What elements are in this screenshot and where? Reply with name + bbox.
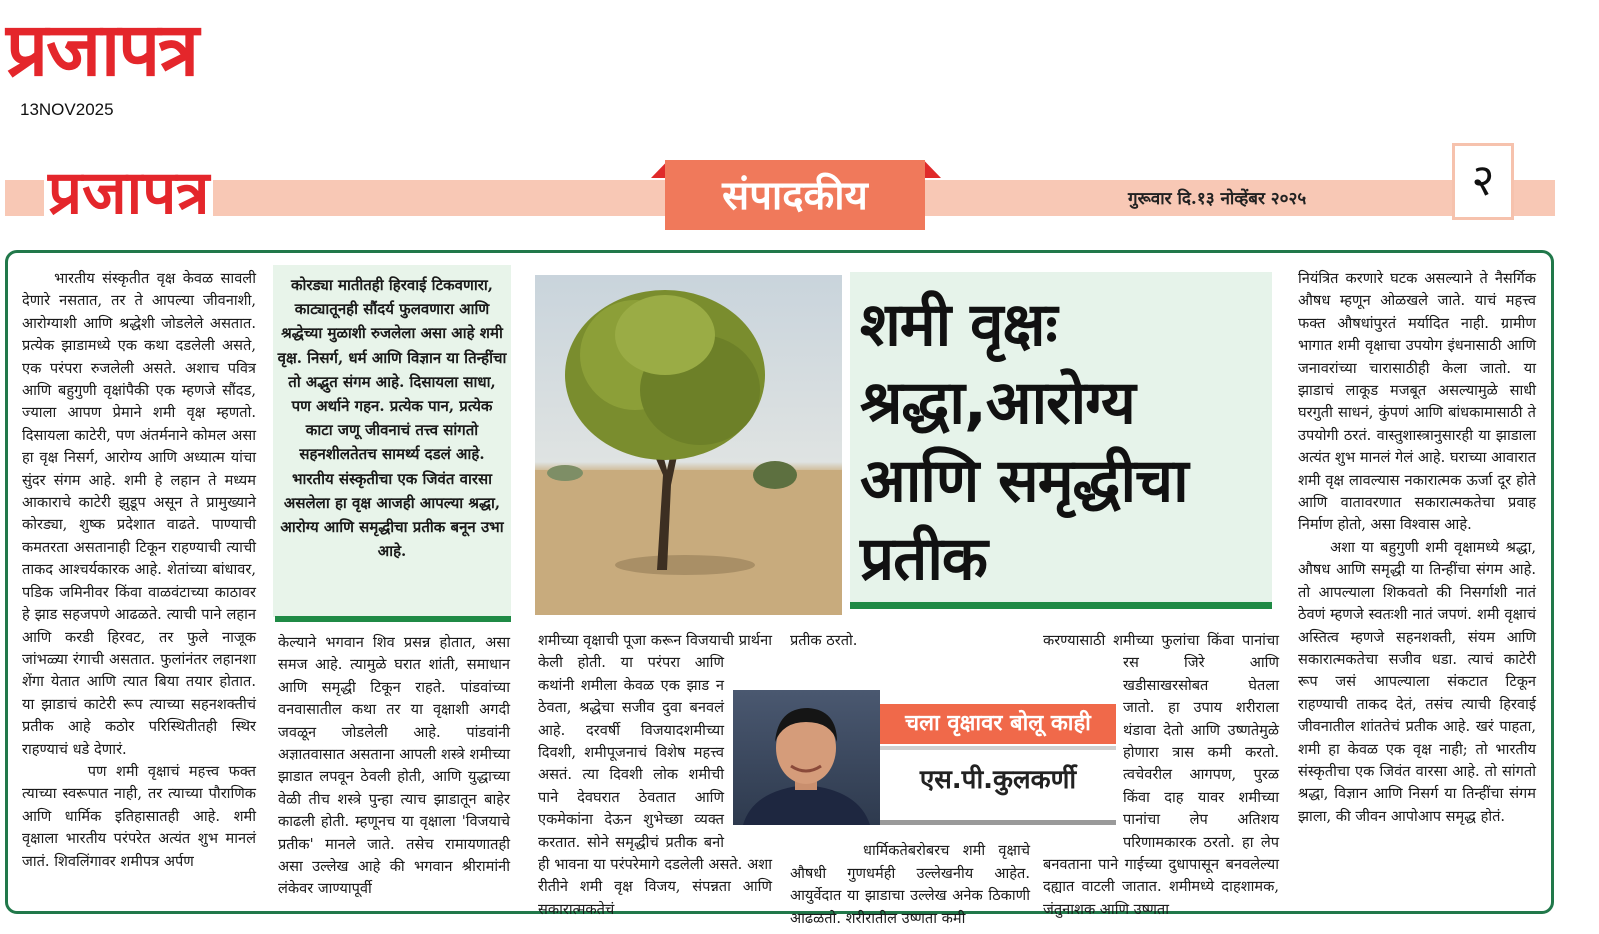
divider bbox=[880, 746, 1116, 750]
paragraph: पण शमी वृक्षाचं महत्त्व फक्त त्याच्या स्वरूपात नाही, तर त्याच्या पौराणिक आणि धार्मिक इतिहासातही आहे. शमी वृक्षाला भारतीय परंपरेत अत्यंत शुभ मानलं जातं. शिवलिंगावर शमीपत्र अर्पण bbox=[22, 762, 256, 870]
headline-line: शमी वृक्षः bbox=[860, 290, 1057, 360]
paragraph: नियंत्रित करणारे घटक असल्याने ते नैसर्गिक औषध म्हणून ओळखले जाते. याचं महत्त्व फक्त औषधांपुरतं मर्यादित नाही. ग्रामीण भागात शमी वृक्षाचा उपयोग इंधनासाठी आणि जनावरांच्या चारासाठीही केला जातो. या झाडाचं लाकूड मजबूत असल्यामुळे साधी घरगुती साधनं, कुंपणं आणि बांधकामासाठी ते उपयोगी ठरतं. वास्तुशास्त्रानुसारही या झाडाला अत्यंत शुभ मानलं गेलं आहे. घराच्या आवारात शमी वृक्ष लावल्यास नकारात्मक ऊर्जा दूर होते आणि वातावरणात सकारात्मकतेचा प्रवाह निर्माण होतो, असा विश्वास आहे. bbox=[1298, 270, 1536, 534]
paragraph: अशा या बहुगुणी शमी वृक्षामध्ये श्रद्धा, औषध आणि समृद्धी या तिन्हींचा संगम आहे. तो आपल्याला शिकवतो की निसर्गाशी नातं ठेवणं म्हणजे स्वतःशी नातं जपणं. शमी वृक्षाचं अस्तित्व म्हणजे सहनशक्ती, संयम आणि सकारात्मकतेचा सजीव धडा. त्याचं काटेरी रूप जसं आपल्याला संकटात टिकून राहण्याची ताकद देतं, तसंच त्याची हिरवाई जीवनातील शांततेचं प्रतीक आहे. खरं पाहता, शमी हा केवळ एक वृक्ष नाही; तो भारतीय संस्कृतीचा एक जिवंत वारसा आहे. तो सांगतो श्रद्धा, विज्ञान आणि निसर्ग या तिन्हींचा संगम झाला, की जीवन आपोआप समृद्ध होतं. bbox=[1298, 538, 1536, 825]
author-name: एस.पी.कुलकर्णी bbox=[919, 765, 1077, 795]
author-photo bbox=[733, 690, 880, 825]
pull-quote: कोरड्या मातीतही हिरवाई टिकवणारा, काट्यातूनही सौंदर्य फुलवणारा आणि श्रद्धेच्या मुळाशी रुजलेला असा आहे शमी वृक्ष. निसर्ग, धर्म आणि विज्ञान या तिन्हींचा तो अद्भुत संगम आहे. दिसायला साधा, पण अर्थाने गहन. प्रत्येक पान, प्रत्येक काटा जणू जीवनाचं तत्त्व सांगतो सहनशीलतेतच सामर्थ्य दडलं आहे. भारतीय संस्कृतीचा एक जिवंत वारसा असलेला हा वृक्ष आजही आपल्या श्रद्धा, आरोग्य आणि समृद्धीचा प्रतीक बनून उभा आहे. bbox=[273, 265, 511, 617]
shami-tree-photo bbox=[535, 275, 842, 615]
headline-rule bbox=[850, 602, 1272, 609]
paragraph: करण्यासाठी शमीच्या फुलांचा किंवा पानांचा रस जिरे आणि खडीसाखरसोबत घेतला जातो. हा उपाय शरीराला थंडावा देतो आणि उष्णतेमुळे होणारा त्रास कमी करतो. त्वचेवरील आगपण, पुरळ किंवा दाह यावर शमीच्या पानांचा लेप अतिशय परिणामकारक ठरतो. हा लेप बनवताना पाने गाईच्या दुधापासून बनवलेल्या दह्यात वाटली जातात. शमीमध्ये दाहशामक, जंतुनाशक आणि उष्णता bbox=[1043, 632, 1279, 918]
pull-quote-rule bbox=[275, 616, 511, 622]
paragraph: भारतीय संस्कृतीत वृक्ष केवळ सावली देणारे नसतात, तर ते आपल्या जीवनाशी, आरोग्याशी आणि श्रद्धेशी जोडलेले असतात. प्रत्येक झाडामध्ये एक कथा दडलेली असते, एक परंपरा रुजलेली असते. अशाच पवित्र आणि बहुगुणी वृक्षांपैकी एक म्हणजे सौंदड, ज्याला आपण प्रेमाने शमी वृक्ष म्हणतो. दिसायला काटेरी, पण अंतर्मनाने कोमल असा हा वृक्ष निसर्ग, आरोग्य आणि अध्यात्म यांचा सुंदर संगम आहे. शमी हे लहान ते मध्यम आकाराचे काटेरी झुडूप असून ते प्रामुख्याने कोरड्या, शुष्क प्रदेशात वाढते. पाण्याची कमतरता असतानाही टिकून राहण्याची त्याची ताकद आश्चर्यकारक आहे. शेतांच्या बांधावर, पडिक जमिनीवर किंवा वाळवंटाच्या काठावर हे झाड सहजपणे आढळते. त्याची पाने लहान आणि करडी हिरवट, तर फुले नाजूक जांभळ्या रंगाची असतात. फुलांनंतर लहानशा शेंगा येतात आणि त्यात बिया तयार होतात. या झाडाचं काटेरी रूप त्याच्या सहनशक्तीचं प्रतीक आहे कठोर परिस्थितीतही स्थिर राहण्याचं धडे देणारं. bbox=[22, 270, 256, 758]
column-name-banner: चला वृक्षावर बोलू काही bbox=[880, 704, 1116, 744]
article-column-2 bbox=[278, 632, 510, 902]
divider bbox=[880, 820, 1116, 825]
issue-date: गुरूवार दि.१३ नोव्हेंबर २०२५ bbox=[1128, 189, 1307, 209]
headline-line: प्रतीक bbox=[860, 524, 987, 594]
headline-line: आणि समृद्धीचा bbox=[860, 446, 1188, 516]
headline-line: श्रद्धा,आरोग्य bbox=[860, 368, 1135, 438]
paragraph: शमीच्या वृक्षाची पूजा करून विजयाची प्रार्थना केली होती. या परंपरा आणि कथांनी शमीला केवळ एक झाड न ठेवता, श्रद्धेचा सजीव दुवा बनवलं आहे. दरवर्षी विजयादशमीच्या दिवशी, शमीपूजनाचं विशेष महत्त्व असतं. त्या दिवशी लोक शमीची पाने देवघरात ठेवतात आणि एकमेकांना देऊन शुभेच्छा व्यक्त करतात. सोने समृद्धीचं प्रतीक बनो ही भावना या परंपरेमागे दडलेली असते. अशा रीतीने शमी वृक्ष विजय, संपन्नता आणि सकारात्मकतेचं bbox=[538, 632, 772, 918]
paragraph: प्रतीक ठरतो. bbox=[790, 632, 858, 649]
article-column-6 bbox=[1298, 268, 1536, 900]
tree-illustration bbox=[535, 275, 842, 615]
page-number: २ bbox=[1452, 143, 1514, 220]
section-title: संपादकीय bbox=[665, 160, 925, 230]
masthead-logo: प्रजापत्र bbox=[6, 7, 198, 93]
author-box bbox=[733, 690, 1116, 828]
paragraph: केल्याने भगवान शिव प्रसन्न होतात, असा समज आहे. त्यामुळे घरात शांती, समाधान आणि समृद्धी टिकून राहते. पांडवांच्या वनवासातील कथा तर या वृक्षाशी अगदी जवळून जोडलेली आहे. पांडवांनी अज्ञातवासात असताना आपली शस्त्रे शमीच्या झाडात लपवून ठेवली होती, आणि युद्धाच्या वेळी तीच शस्त्रे पुन्हा त्याच झाडातून बाहेर काढली होती. म्हणूनच या वृक्षाला 'विजयाचे प्रतीक' मानले जाते. तसेच रामायणातही असा उल्लेख आहे की भगवान श्रीरामांनी लंकेवर जाण्यापूर्वी bbox=[278, 634, 510, 898]
header-logo: प्रजापत्र bbox=[44, 158, 213, 228]
headline bbox=[850, 272, 1272, 605]
article-column-1 bbox=[22, 268, 256, 900]
paragraph: धार्मिकतेबरोबरच शमी वृक्षाचे औषधी गुणधर्मही उल्लेखनीय आहेत. आयुर्वेदात या झाडाचा उल्लेख अनेक ठिकाणी आढळतो. शरीरातील उष्णता कमी bbox=[790, 842, 1030, 927]
clip-date: 13NOV2025 bbox=[20, 100, 114, 119]
